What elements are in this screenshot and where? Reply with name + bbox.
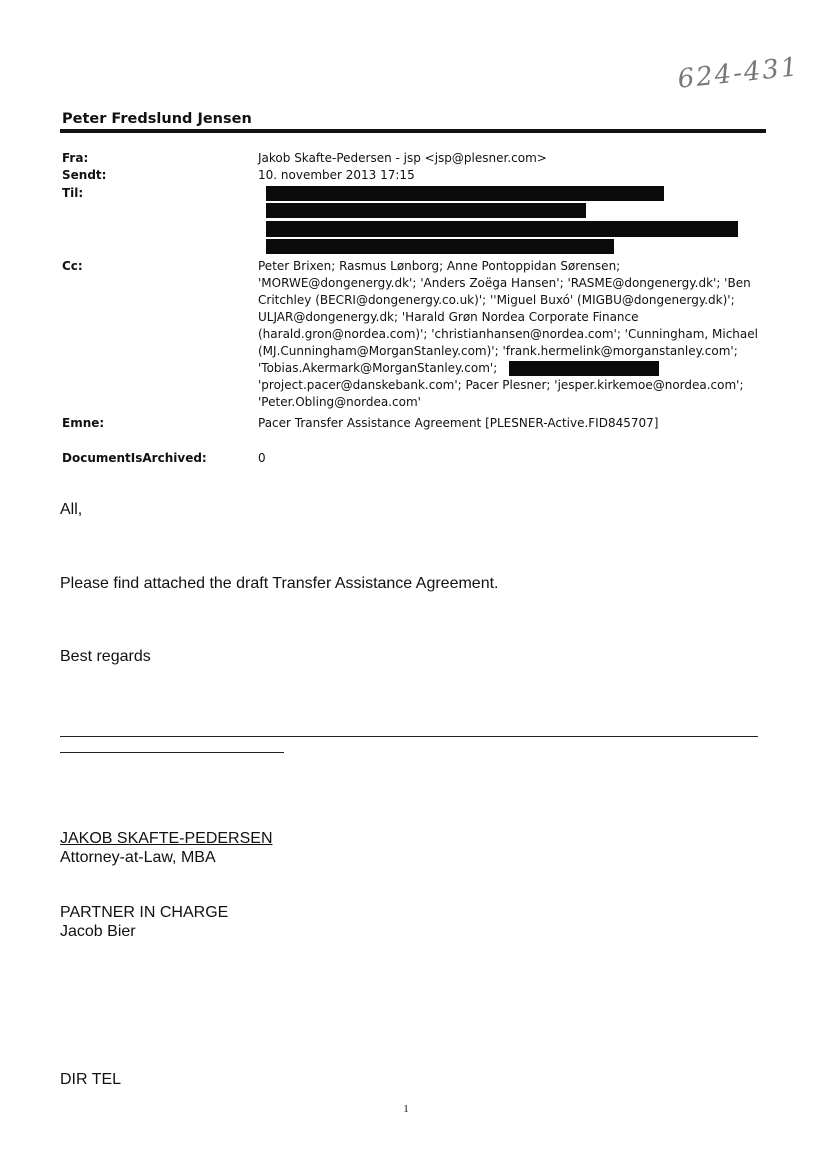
subject-label: Emne: [62, 416, 105, 430]
cc-line: ULJAR@dongenergy.dk; 'Harald Grøn Nordea Corporate Finance [258, 310, 639, 324]
dir-tel-label: DIR TEL [60, 1071, 122, 1088]
cc-line: Critchley (BECRI@dongenergy.co.uk)'; ''Miguel Buxó' (MIGBU@dongenergy.dk)'; [258, 293, 735, 307]
cc-line: 'MORWE@dongenergy.dk'; 'Anders Zoëga Hansen'; 'RASME@dongenergy.dk'; 'Ben [258, 276, 751, 290]
signature-divider-short [60, 752, 284, 753]
archived-value: 0 [258, 451, 266, 465]
mailbox-owner-name: Peter Fredslund Jensen [62, 111, 252, 127]
header-divider [60, 129, 766, 133]
signature-title: Attorney-at-Law, MBA [60, 849, 216, 866]
sent-label: Sendt: [62, 168, 107, 182]
to-label: Til: [62, 186, 84, 200]
greeting: All, [60, 501, 83, 518]
archived-label: DocumentIsArchived: [62, 451, 207, 465]
redaction-box [266, 239, 614, 254]
cc-line: (MJ.Cunningham@MorganStanley.com)'; 'frank.hermelink@morganstanley.com'; [258, 344, 738, 358]
closing: Best regards [60, 648, 151, 665]
from-label: Fra: [62, 151, 89, 165]
handwritten-page-annotation: 624-431 [676, 52, 801, 95]
cc-line: (harald.gron@nordea.com)'; 'christianhansen@nordea.com'; 'Cunningham, Michael [258, 327, 758, 341]
redaction-box [266, 186, 664, 201]
sent-value: 10. november 2013 17:15 [258, 168, 415, 182]
from-value: Jakob Skafte-Pedersen - jsp <jsp@plesner.com> [258, 151, 547, 165]
redaction-box [266, 221, 738, 237]
subject-value: Pacer Transfer Assistance Agreement [PLESNER-Active.FID845707] [258, 416, 659, 430]
message-text: Please find attached the draft Transfer Assistance Agreement. [60, 575, 499, 592]
redaction-box [509, 361, 659, 376]
cc-line: 'project.pacer@danskebank.com'; Pacer Plesner; 'jesper.kirkemoe@nordea.com'; [258, 378, 744, 392]
partner-label: PARTNER IN CHARGE [60, 904, 229, 921]
signature-name: JAKOB SKAFTE-PEDERSEN [60, 830, 273, 847]
redaction-box [266, 203, 586, 218]
cc-line: Peter Brixen; Rasmus Lønborg; Anne Pontoppidan Sørensen; [258, 259, 621, 273]
cc-label: Cc: [62, 259, 83, 273]
cc-line: 'Peter.Obling@nordea.com' [258, 395, 421, 409]
signature-divider [60, 736, 758, 737]
cc-value [258, 258, 758, 411]
cc-line: 'Tobias.Akermark@MorganStanley.com'; [258, 361, 498, 375]
page-number: 1 [403, 1103, 409, 1115]
partner-name: Jacob Bier [60, 923, 136, 940]
